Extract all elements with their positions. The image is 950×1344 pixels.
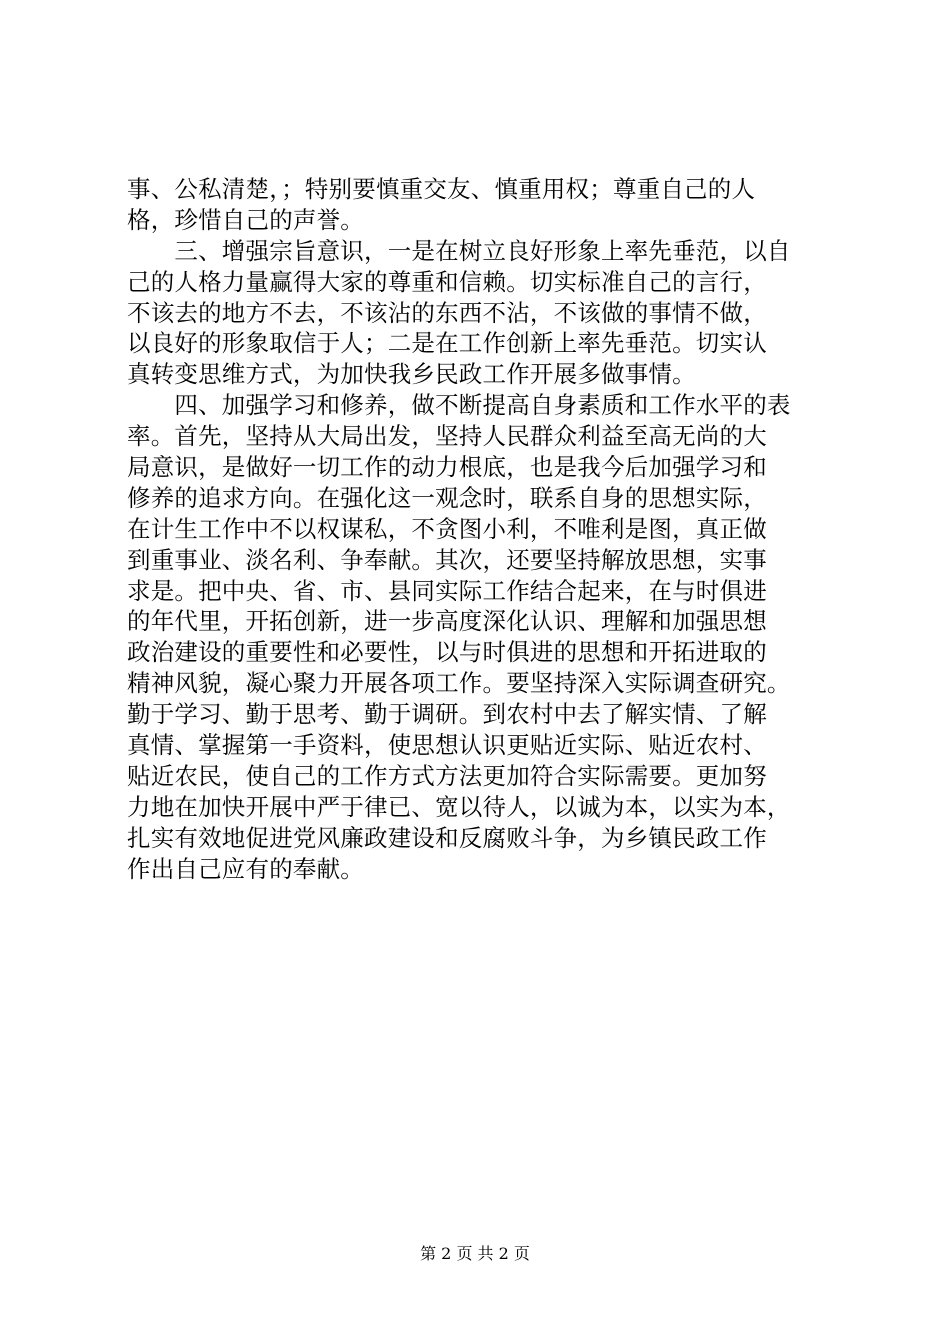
text-line: 不该去的地方不去，不该沾的东西不沾，不该做的事情不做， bbox=[127, 298, 767, 327]
text-line: 的年代里，开拓创新，进一步高度深化认识、理解和加强思想 bbox=[127, 607, 767, 636]
text-line: 三、增强宗旨意识，一是在树立良好形象上率先垂范，以自 bbox=[127, 236, 791, 265]
text-line: 到重事业、淡名利、争奉献。其次，还要坚持解放思想，实事 bbox=[127, 545, 767, 574]
body-text bbox=[127, 174, 847, 884]
page-number-label: 第 2 页 共 2 页 bbox=[420, 1244, 530, 1263]
text-line: 政治建设的重要性和必要性，以与时俱进的思想和开拓进取的 bbox=[127, 638, 767, 667]
text-line: 真转变思维方式，为加快我乡民政工作开展多做事情。 bbox=[127, 360, 696, 389]
text-line: 求是。把中央、省、市、县同实际工作结合起来，在与时俱进 bbox=[127, 576, 767, 605]
text-line: 扎实有效地促进党风廉政建设和反腐败斗争，为乡镇民政工作 bbox=[127, 823, 767, 852]
text-line: 事、公私清楚，；特别要慎重交友、慎重用权；尊重自己的人 bbox=[127, 175, 756, 203]
text-line: 勤于学习、勤于思考、勤于调研。到农村中去了解实情、了解 bbox=[127, 700, 767, 729]
text-line: 己的人格力量赢得大家的尊重和信赖。切实标准自己的言行， bbox=[127, 267, 767, 296]
text-line: 格，珍惜自己的声誉。 bbox=[127, 205, 364, 234]
text-line: 修养的追求方向。在强化这一观念时，联系自身的思想实际， bbox=[127, 483, 767, 512]
text-line: 四、加强学习和修养，做不断提高自身素质和工作水平的表 bbox=[127, 391, 791, 420]
page-footer bbox=[0, 1242, 950, 1266]
text-line: 力地在加快开展中严于律已、宽以待人，以诚为本，以实为本， bbox=[127, 792, 791, 821]
text-line: 真情、掌握第一手资料，使思想认识更贴近实际、贴近农村、 bbox=[127, 731, 767, 760]
text-line: 在计生工作中不以权谋私，不贪图小利，不唯利是图，真正做 bbox=[127, 514, 767, 543]
text-line: 局意识，是做好一切工作的动力根底，也是我今后加强学习和 bbox=[127, 453, 767, 482]
text-line: 以良好的形象取信于人；二是在工作创新上率先垂范。切实认 bbox=[127, 329, 767, 358]
text-line: 作出自己应有的奉献。 bbox=[127, 854, 364, 883]
text-line: 贴近农民，使自己的工作方式方法更加符合实际需要。更加努 bbox=[127, 761, 767, 790]
text-line: 精神风貌，凝心聚力开展各项工作。要坚持深入实际调查研究。 bbox=[127, 669, 791, 698]
text-line: 率。首先，坚持从大局出发，坚持人民群众利益至高无尚的大 bbox=[127, 422, 767, 451]
